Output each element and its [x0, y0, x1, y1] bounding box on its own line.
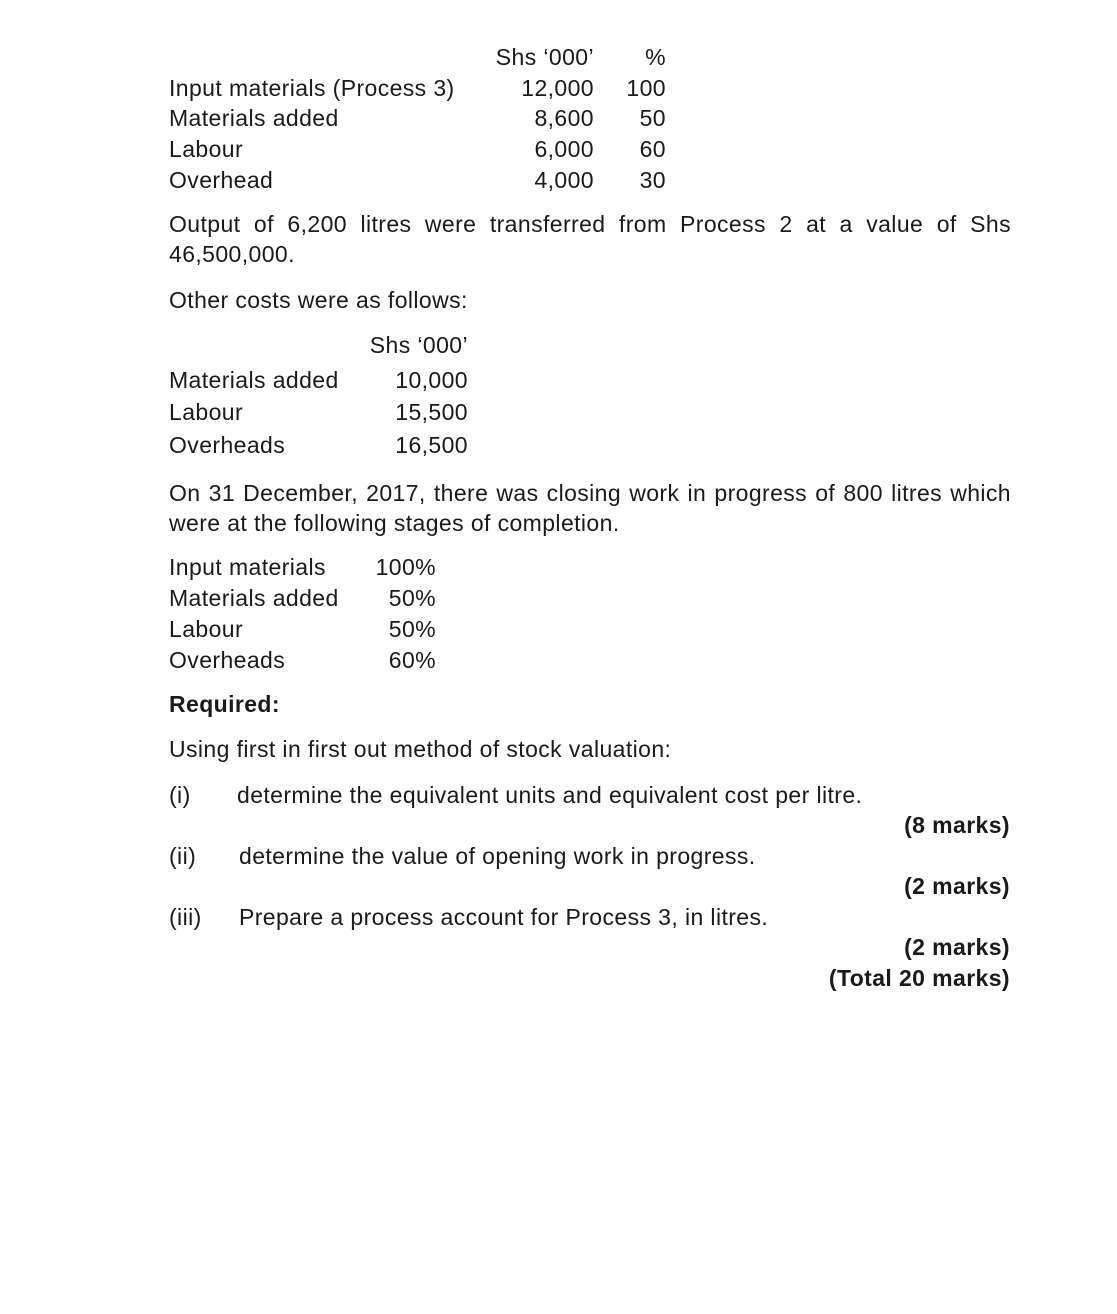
question-marks: (2 marks) [904, 934, 1010, 960]
opening-row-label: Materials added [169, 105, 339, 131]
question-number: (i) [169, 782, 191, 808]
opening-row-shs: 6,000 [534, 136, 594, 162]
opening-row-label: Labour [169, 136, 244, 162]
other-costs-row-shs: 10,000 [395, 367, 468, 393]
question-number: (ii) [169, 843, 197, 869]
other-costs-row-shs: 16,500 [395, 432, 468, 458]
question-marks: (8 marks) [904, 812, 1010, 838]
question-marks: (2 marks) [904, 873, 1010, 899]
completion-row-label: Materials added [169, 585, 339, 611]
question-text: determine the value of opening work in progress. [239, 843, 756, 869]
completion-row-label: Input materials [169, 554, 326, 580]
opening-row-pct: 100 [626, 75, 666, 101]
opening-row-pct: 60 [639, 136, 666, 162]
opening-row-shs: 8,600 [534, 105, 594, 131]
question-text: determine the equivalent units and equivalent cost per litre. [237, 782, 863, 808]
opening-row-shs: 4,000 [534, 167, 594, 193]
opening-row-label: Input materials (Process 3) [169, 75, 455, 101]
completion-row-pct: 60% [388, 647, 436, 673]
required-heading: Required: [169, 691, 280, 717]
output-paragraph: Output of 6,200 litres were transferred from Process 2 at a value of Shs 46,500,000. [169, 211, 1011, 267]
completion-row-label: Labour [169, 616, 244, 642]
opening-table-header-shs: Shs ‘000’ [495, 44, 594, 70]
other-costs-intro: Other costs were as follows: [169, 287, 468, 313]
other-costs-row-label: Overheads [169, 432, 286, 458]
other-costs-row-shs: 15,500 [395, 399, 468, 425]
opening-row-pct: 50 [639, 105, 666, 131]
total-marks: (Total 20 marks) [828, 965, 1010, 991]
other-costs-row-label: Labour [169, 399, 244, 425]
method-text: Using first in first out method of stock valuation: [169, 736, 672, 762]
other-costs-row-label: Materials added [169, 367, 339, 393]
opening-row-label: Overhead [169, 167, 274, 193]
question-text: Prepare a process account for Process 3, in litres. [239, 904, 769, 930]
closing-wip-paragraph: On 31 December, 2017, there was closing work in progress of 800 litres which were at the following stages of completion. [169, 480, 1011, 536]
opening-row-pct: 30 [639, 167, 666, 193]
question-number: (iii) [169, 904, 202, 930]
opening-table-header-pct: % [645, 44, 666, 70]
other-costs-header-shs: Shs ‘000’ [369, 332, 468, 358]
completion-row-label: Overheads [169, 647, 286, 673]
completion-row-pct: 100% [375, 554, 436, 580]
opening-row-shs: 12,000 [521, 75, 594, 101]
completion-row-pct: 50% [388, 616, 436, 642]
completion-row-pct: 50% [388, 585, 436, 611]
